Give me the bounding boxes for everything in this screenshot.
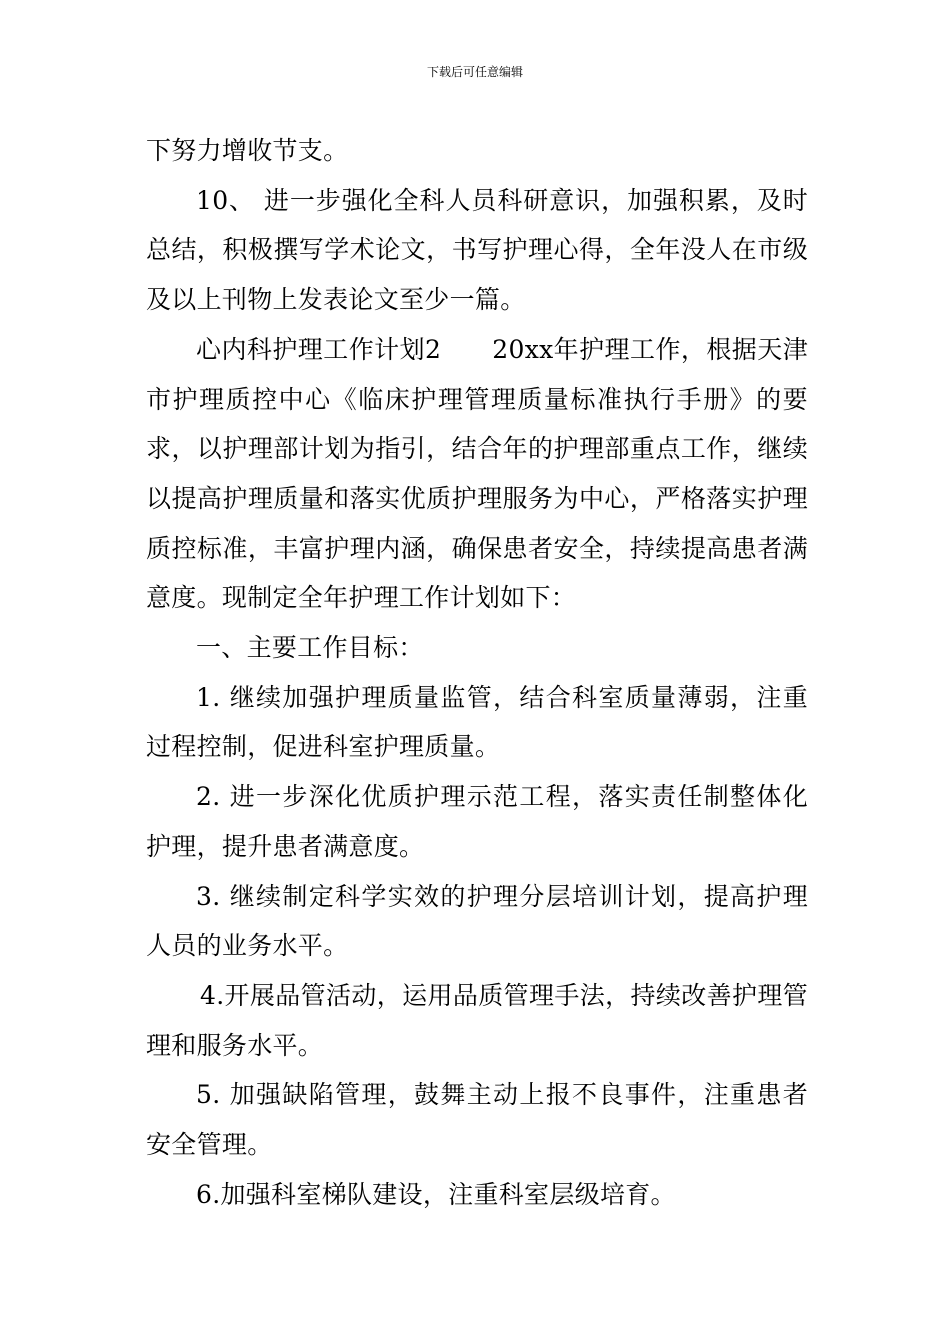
list-item: 3. 继续制定科学实效的护理分层培训计划，提高护理人员的业务水平。 (146, 881, 808, 961)
list-item: 2. 进一步深化优质护理示范工程，落实责任制整体化护理，提升患者满意度。 (146, 782, 808, 861)
list-item: 6.加强科室梯队建设，注重科室层级培育。 (196, 1179, 676, 1209)
list-item: 4.开展品管活动，运用品质管理手法，持续改善护理管理和服务水平。 (146, 980, 808, 1060)
paragraph: 下努力增收节支。 (146, 136, 349, 165)
list-item: 5. 加强缺陷管理，鼓舞主动上报不良事件，注重患者安全管理。 (146, 1080, 808, 1160)
document-body (146, 126, 808, 1219)
paragraph: 10、 进一步强化全科人员科研意识，加强积累，及时总结，积极撰写学术论文，书写护理心得，全年没人在市级及以上刊物上发表论文至少一篇。 (146, 185, 808, 315)
paragraph: 心内科护理工作计划2 20xx年护理工作，根据天津市护理质控中心《临床护理管理质量标准执行手册》的要求，以护理部计划为指引，结合年的护理部重点工作，继续以提高护理质量和落实优质护理服务为中心，严格落实护理质控标准，丰富护理内涵，确保患者安全，持续提高患者满意度。现制定全年护理工作计划如下： (146, 334, 808, 613)
list-item: 1. 继续加强护理质量监管，结合科室质量薄弱，注重过程控制，促进科室护理质量。 (146, 682, 808, 762)
section-heading: 一、主要工作目标： (196, 633, 424, 663)
page-header: 下载后可任意编辑 (426, 65, 523, 79)
